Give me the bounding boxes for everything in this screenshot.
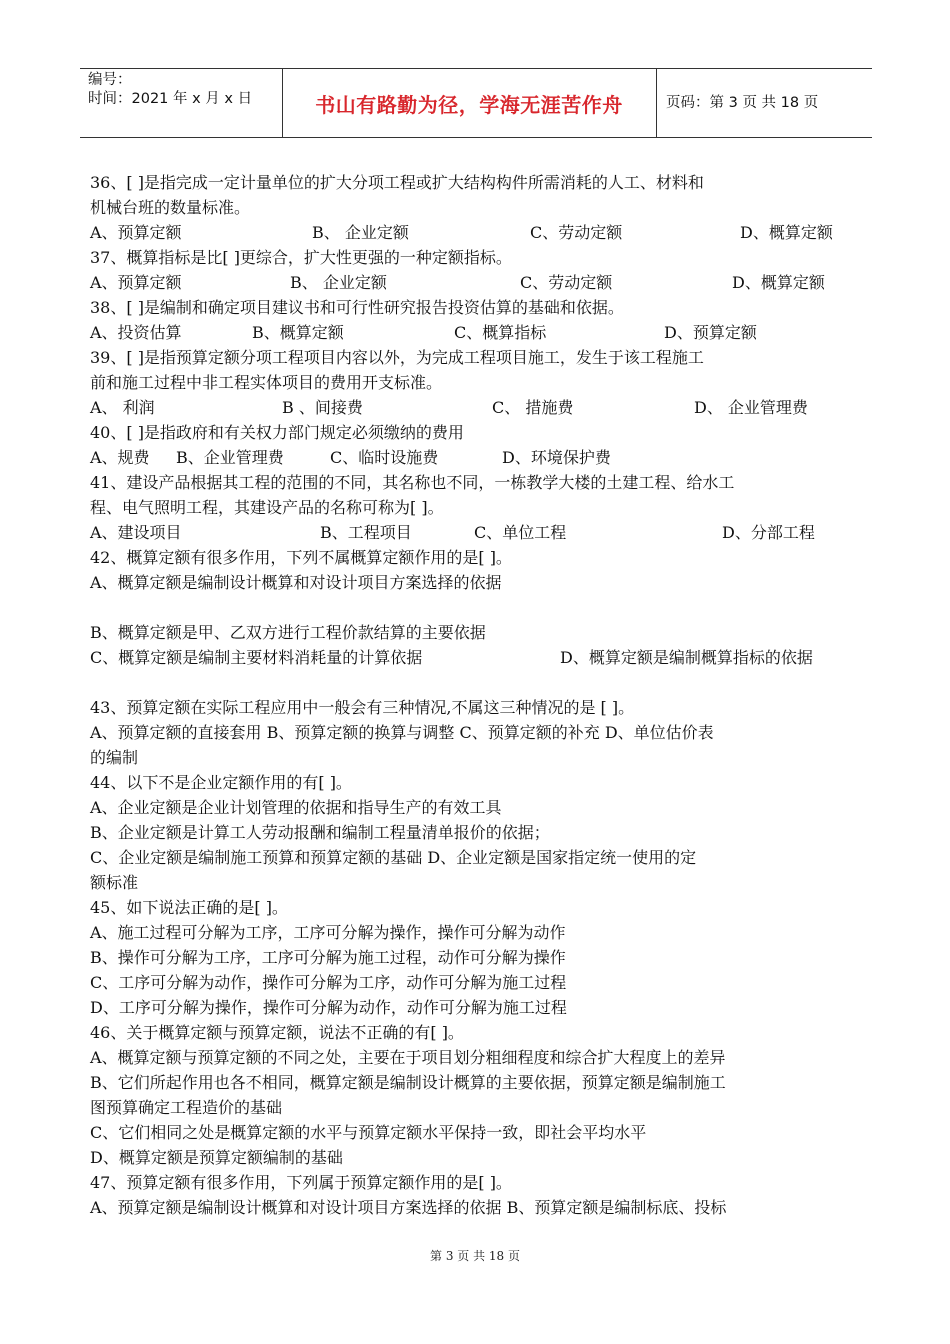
question-stem: 机械台班的数量标准。	[90, 198, 251, 217]
option-b: B、概算定额是甲、乙双方进行工程价款结算的主要依据	[90, 623, 486, 642]
option-a: A、投资估算	[90, 323, 182, 342]
option-line: A、预算定额是编制设计概算和对设计项目方案选择的依据 B、预算定额是编制标底、投标	[90, 1198, 727, 1217]
question-stem: 38、[ ]是编制和确定项目建议书和可行性研究报告投资估算的基础和依据。	[90, 298, 624, 317]
option-a: A、建设项目	[90, 523, 182, 542]
option-line: 的编制	[90, 748, 139, 767]
option-row	[90, 445, 865, 470]
header-motto: 书山有路勤为径，学海无涯苦作舟	[315, 93, 623, 117]
question-stem: 程、电气照明工程，其建设产品的名称可称为[ ]。	[90, 498, 444, 517]
question-stem: 46、关于概算定额与预算定额，说法不正确的有[ ]。	[90, 1023, 464, 1042]
option-d: D、工序可分解为操作，操作可分解为动作，动作可分解为施工过程	[90, 998, 567, 1017]
option-d: D、概算定额	[732, 273, 825, 292]
page-header	[80, 68, 872, 138]
option-c: C、劳动定额	[520, 273, 613, 292]
option-c: C、劳动定额	[530, 223, 623, 242]
option-a: A、概算定额与预算定额的不同之处，主要在于项目划分粗细程度和综合扩大程度上的差异	[90, 1048, 726, 1067]
question-stem: 43、预算定额在实际工程应用中一般会有三种情况,不属这三种情况的是 [ ]。	[90, 698, 635, 717]
question-stem: 41、建设产品根据其工程的范围的不同，其名称也不同，一栋教学大楼的土建工程、给水工	[90, 473, 735, 492]
option-d: D、概算定额	[740, 223, 833, 242]
option-row	[90, 270, 865, 295]
option-a: A、概算定额是编制设计概算和对设计项目方案选择的依据	[90, 573, 502, 592]
option-b: B、它们所起作用也各不相同，概算定额是编制设计概算的主要依据，预算定额是编制施工	[90, 1073, 726, 1092]
blank-line	[90, 670, 865, 695]
option-d: D、 企业管理费	[694, 398, 808, 417]
option-line: 额标准	[90, 873, 139, 892]
header-meta	[88, 71, 252, 109]
option-line: A、预算定额的直接套用 B、预算定额的换算与调整 C、预算定额的补充 D、单位估价表	[90, 723, 714, 742]
code-label: 编号：	[88, 72, 132, 88]
option-b: B、企业定额是计算工人劳动报酬和编制工程量清单报价的依据；	[90, 823, 550, 842]
question-stem: 47、预算定额有很多作用，下列属于预算定额作用的是[ ]。	[90, 1173, 512, 1192]
option-b: B、工程项目	[320, 523, 412, 542]
option-d: D、环境保护费	[502, 448, 611, 467]
blank-line	[90, 595, 865, 620]
question-stem: 44、以下不是企业定额作用的有[ ]。	[90, 773, 352, 792]
option-line: C、企业定额是编制施工预算和预算定额的基础 D、企业定额是国家指定统一使用的定	[90, 848, 697, 867]
question-stem: 前和施工过程中非工程实体项目的费用开支标准。	[90, 373, 443, 392]
question-stem: 39、[ ]是指预算定额分项工程项目内容以外，为完成工程项目施工，发生于该工程施工	[90, 348, 704, 367]
option-a: A、规费	[90, 448, 150, 467]
question-stem: 37、概算指标是比[ ]更综合，扩大性更强的一种定额指标。	[90, 248, 512, 267]
page-footer: 第 3 页 共 18 页	[430, 1249, 520, 1263]
header-divider	[656, 69, 657, 137]
option-b: B、 企业定额	[290, 273, 387, 292]
option-b: B 、间接费	[282, 398, 363, 417]
option-c: C、单位工程	[474, 523, 567, 542]
option-d: D、分部工程	[722, 523, 815, 542]
option-c: C、工序可分解为动作，操作可分解为工序，动作可分解为施工过程	[90, 973, 567, 992]
option-a: A、预算定额	[90, 223, 182, 242]
question-stem: 40、[ ]是指政府和有关权力部门规定必须缴纳的费用	[90, 423, 464, 442]
option-row	[90, 395, 865, 420]
option-b: B、 企业定额	[312, 223, 409, 242]
question-stem: 45、如下说法正确的是[ ]。	[90, 898, 288, 917]
option-b: B、操作可分解为工序，工序可分解为施工过程，动作可分解为操作	[90, 948, 566, 967]
option-c: C、它们相同之处是概算定额的水平与预算定额水平保持一致，即社会平均水平	[90, 1123, 647, 1142]
option-c: C、概算指标	[454, 323, 547, 342]
date-label: 时间：2021 年 x 月 x 日	[88, 91, 253, 107]
option-a: A、企业定额是企业计划管理的依据和指导生产的有效工具	[90, 798, 502, 817]
option-b: B、概算定额	[252, 323, 344, 342]
option-a: A、施工过程可分解为工序，工序可分解为操作，操作可分解为动作	[90, 923, 566, 942]
option-a: A、预算定额	[90, 273, 182, 292]
option-row	[90, 320, 865, 345]
option-c: C、 措施费	[492, 398, 574, 417]
option-b: B、企业管理费	[176, 448, 284, 467]
option-d: D、概算定额是编制概算指标的依据	[560, 648, 813, 667]
option-row	[90, 520, 865, 545]
option-d: D、预算定额	[664, 323, 757, 342]
question-list	[90, 170, 865, 1220]
question-stem: 36、[ ]是指完成一定计量单位的扩大分项工程或扩大结构构件所需消耗的人工、材料和	[90, 173, 704, 192]
header-page-info: 页码：第 3 页 共 18 页	[666, 95, 819, 111]
question-stem: 42、概算定额有很多作用，下列不属概算定额作用的是[ ]。	[90, 548, 512, 567]
option-a: A、 利润	[90, 398, 155, 417]
option-c: C、概算定额是编制主要材料消耗量的计算依据	[90, 648, 423, 667]
option-b: 图预算确定工程造价的基础	[90, 1098, 283, 1117]
option-d: D、概算定额是预算定额编制的基础	[90, 1148, 343, 1167]
option-row	[90, 220, 865, 245]
option-row	[90, 645, 865, 670]
option-c: C、临时设施费	[330, 448, 439, 467]
